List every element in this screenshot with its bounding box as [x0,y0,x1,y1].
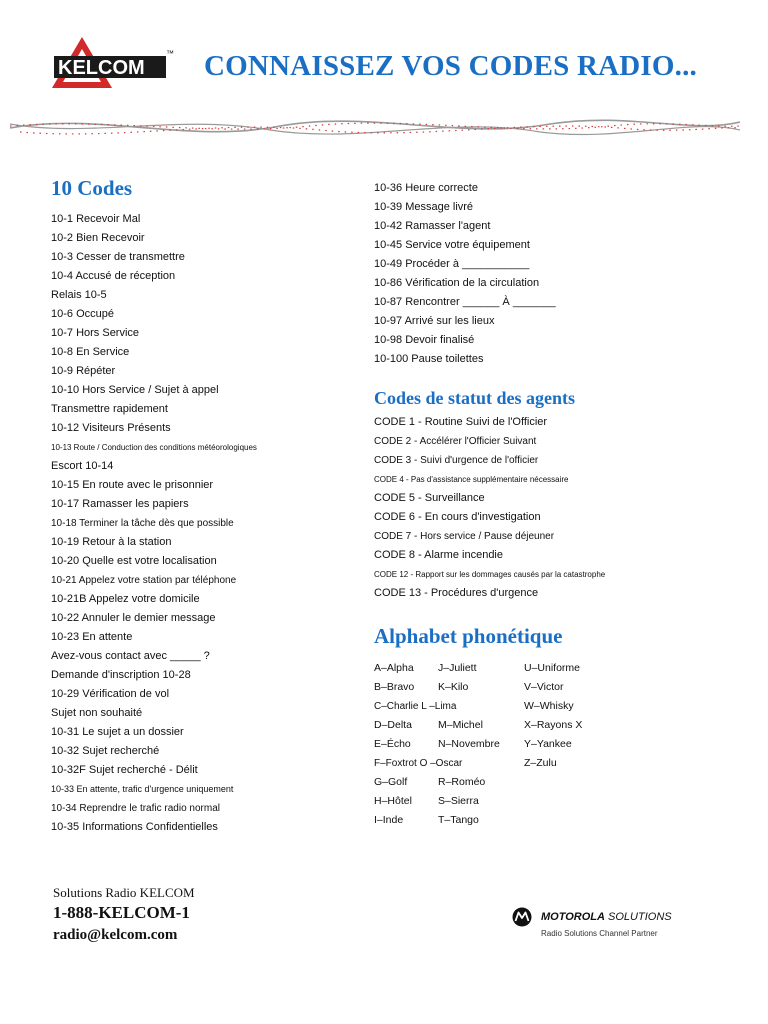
alphabet-entry: K–Kilo [438,681,469,693]
alphabet-entry: H–Hôtel [374,795,412,807]
code-entry: 10-31 Le sujet a un dossier [51,726,184,738]
alphabet-entry: Z–Zulu [524,757,557,769]
code-entry: 10-21B Appelez votre domicile [51,593,200,605]
alphabet-entry: J–Juliett [438,662,477,674]
alphabet-entry: F–Foxtrot O –Oscar [374,758,463,769]
email-address: radio@kelcom.com [53,927,178,943]
code-entry: 10-42 Ramasser l'agent [374,220,491,232]
middle-column [374,179,754,830]
code-entry: CODE 8 - Alarme incendie [374,549,503,561]
code-entry: 10-7 Hors Service [51,327,140,339]
code-entry: 10-18 Terminer la tâche dès que possible [51,518,234,529]
code-entry: 10-17 Ramasser les papiers [51,498,189,510]
motorola-brand-suffix: SOLUTIONS [608,911,672,923]
code-entry: 10-20 Quelle est votre localisation [51,555,217,567]
code-entry: 10-39 Message livré [374,201,474,213]
code-entry: Escort 10-14 [51,460,114,472]
code-entry: 10-32F Sujet recherché - Délit [51,764,198,776]
code-entry: 10-19 Retour à la station [51,536,172,548]
alphabet-entry: N–Novembre [438,738,500,750]
alphabet-entry: I–Inde [374,814,404,826]
code-entry: Sujet non souhaité [51,707,143,719]
alphabet-entry: M–Michel [438,719,483,731]
decorative-wave-divider [10,104,740,150]
alphabet-entry: Y–Yankee [524,738,572,750]
alphabet-entry: V–Victor [524,681,564,693]
ten-codes-title: 10 Codes [51,176,133,200]
code-entry: 10-36 Heure correcte [374,182,478,194]
alphabet-entry: X–Rayons X [524,719,583,731]
phonetic-alphabet-title: Alphabet phonétique [374,624,563,648]
code-entry: 10-32 Sujet recherché [51,745,160,757]
alphabet-entry: D–Delta [374,719,412,731]
code-entry: 10-22 Annuler le demier message [51,612,216,624]
code-entry: 10-35 Informations Confidentielles [51,821,218,833]
motorola-solutions-wordmark [541,911,672,923]
alphabet-entry [438,754,524,773]
code-entry: CODE 4 - Pas d'assistance supplémentaire nécessaire [374,475,569,484]
partner-subtitle: Radio Solutions Channel Partner [541,929,658,938]
alphabet-column-2 [438,659,524,830]
code-entry: 10-10 Hors Service / Sujet à appel [51,384,219,396]
alphabet-entry: A–Alpha [374,662,414,674]
code-entry: Avez-vous contact avec _____ ? [51,650,210,662]
code-entry: Relais 10-5 [51,289,107,301]
kelcom-logo-text: KELCOM [58,57,145,79]
alphabet-entry: S–Sierra [438,795,479,807]
code-entry: Transmettre rapidement [51,403,168,415]
alphabet-column-3 [524,659,614,830]
motorola-brand: MOTOROLA [541,911,605,923]
code-entry: 10-87 Rencontrer ______ À _______ [374,296,556,308]
code-entry: 10-12 Visiteurs Présents [51,422,171,434]
code-entry: CODE 2 - Accélérer l'Officier Suivant [374,436,537,447]
alphabet-entry: C–Charlie L –Lima [374,701,457,712]
ten-codes-continued-list [374,179,754,369]
motorola-partner-logo [512,907,712,943]
agent-status-codes-list [374,413,754,603]
company-name: Solutions Radio KELCOM [53,885,195,900]
code-entry: CODE 12 - Rapport sur les dommages causés par la catastrophe [374,570,606,579]
code-entry: 10-49 Procéder à ___________ [374,258,530,270]
kelcom-logo-mark [52,36,176,92]
code-entry: 10-21 Appelez votre station par téléphone [51,575,237,586]
code-entry: Demande d'inscription 10-28 [51,669,191,681]
alphabet-entry: B–Bravo [374,681,415,693]
alphabet-entry [438,697,524,716]
code-entry: 10-2 Bien Recevoir [51,232,145,244]
code-entry: 10-3 Cesser de transmettre [51,251,185,263]
phone-number: 1-888-KELCOM-1 [53,903,190,922]
code-entry: 10-34 Reprendre le trafic radio normal [51,803,220,814]
code-entry: 10-8 En Service [51,346,130,358]
code-entry: 10-97 Arrivé sur les lieux [374,315,495,327]
code-entry: 10-15 En route avec le prisonnier [51,479,214,491]
code-entry: 10-33 En attente, trafic d'urgence uniquement [51,784,234,794]
phonetic-alphabet-grid [374,659,754,830]
kelcom-logo [52,36,176,92]
code-entry: 10-98 Devoir finalisé [374,334,475,346]
trademark-symbol: ™ [166,49,174,58]
ten-codes-list [51,210,351,837]
code-entry: CODE 13 - Procédures d'urgence [374,587,539,599]
page-title: CONNAISSEZ VOS CODES RADIO... [204,50,697,82]
code-entry: 10-86 Vérification de la circulation [374,277,540,289]
code-entry: 10-29 Vérification de vol [51,688,170,700]
ten-codes-section [51,176,351,837]
code-entry: CODE 6 - En cours d'investigation [374,511,541,523]
code-entry: CODE 5 - Surveillance [374,492,485,504]
code-entry: CODE 3 - Suivi d'urgence de l'officier [374,455,539,466]
motorola-batwing-icon [512,907,532,927]
contact-footer [53,884,195,946]
alphabet-entry: G–Golf [374,776,408,788]
code-entry: CODE 1 - Routine Suivi de l'Officier [374,416,548,428]
code-entry: 10-4 Accusé de réception [51,270,176,282]
code-entry: 10-1 Recevoir Mal [51,213,141,225]
code-entry: 10-100 Pause toilettes [374,353,484,365]
alphabet-entry: R–Roméo [438,776,486,788]
alphabet-entry: T–Tango [438,814,479,826]
code-entry: CODE 7 - Hors service / Pause déjeuner [374,531,555,542]
alphabet-entry: U–Uniforme [524,662,581,674]
alphabet-entry: E–Écho [374,738,411,750]
code-entry: 10-6 Occupé [51,308,114,320]
code-entry: 10-45 Service votre équipement [374,239,530,251]
agent-status-codes-title: Codes de statut des agents [374,388,576,408]
code-entry: 10-23 En attente [51,631,133,643]
alphabet-entry: W–Whisky [524,700,574,712]
code-entry: 10-9 Répéter [51,365,116,377]
code-entry: 10-13 Route / Conduction des conditions météorologiques [51,443,257,452]
